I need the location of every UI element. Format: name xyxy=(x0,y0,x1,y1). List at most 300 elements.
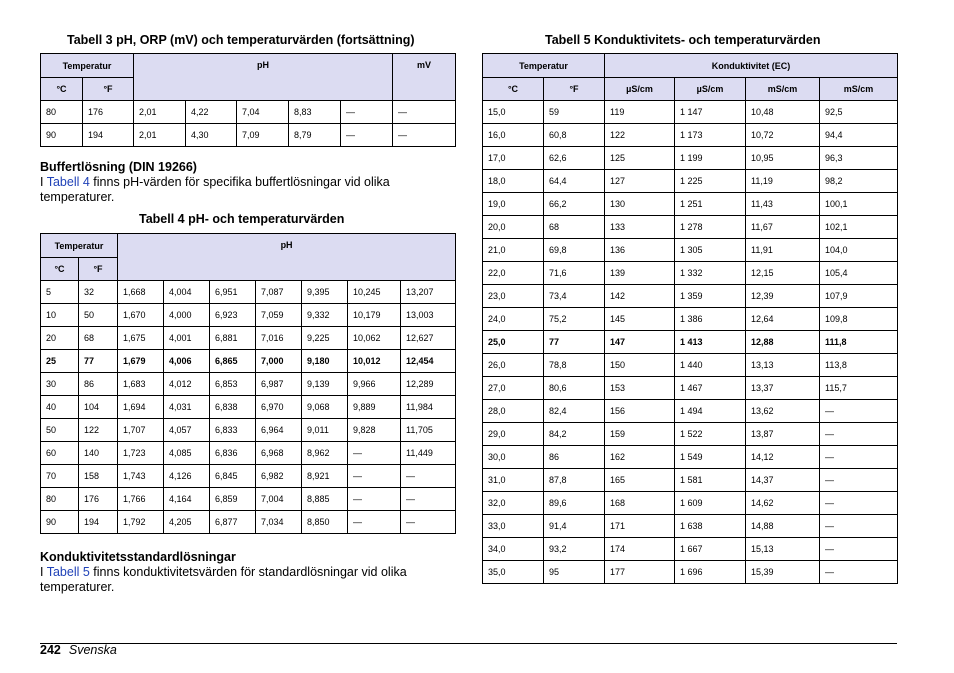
table5-cell: 11,91 xyxy=(746,239,820,262)
table4-cell: 9,332 xyxy=(302,304,348,327)
table4-cell: 11,984 xyxy=(401,396,456,419)
table5-cell: 98,2 xyxy=(820,170,898,193)
table5-cell: — xyxy=(820,446,898,469)
table5-cell: 1 251 xyxy=(675,193,746,216)
table4-cell: 40 xyxy=(41,396,79,419)
table5-cell: 27,0 xyxy=(483,377,544,400)
table5-cell: 119 xyxy=(605,101,675,124)
table5-cell: — xyxy=(820,538,898,561)
table4-cell: 6,833 xyxy=(210,419,256,442)
table5-cell: 156 xyxy=(605,400,675,423)
table5-cell: 82,4 xyxy=(544,400,605,423)
buffer-text-after: finns pH-värden för specifika buffertlösningar vid olika temperaturer. xyxy=(40,175,390,204)
table5-cell: 162 xyxy=(605,446,675,469)
table5-cell: 66,2 xyxy=(544,193,605,216)
table5-cell: 12,39 xyxy=(746,285,820,308)
table5-cell: 15,39 xyxy=(746,561,820,584)
table5-cell: 122 xyxy=(605,124,675,147)
table5-cell: 174 xyxy=(605,538,675,561)
table4-cell: 77 xyxy=(79,350,118,373)
table4-cell: 1,683 xyxy=(118,373,164,396)
table5-cell: 111,8 xyxy=(820,331,898,354)
table5-header-temperatur: Temperatur xyxy=(483,54,605,78)
table5-cell: 28,0 xyxy=(483,400,544,423)
table4-cell: 8,962 xyxy=(302,442,348,465)
table4-cell: 4,001 xyxy=(164,327,210,350)
table4-cell: 20 xyxy=(41,327,79,350)
table3-header-celsius: °C xyxy=(41,78,83,101)
table4-cell: 1,707 xyxy=(118,419,164,442)
table5-cell: 10,72 xyxy=(746,124,820,147)
table4-cell: 1,792 xyxy=(118,511,164,534)
table4-cell: 6,881 xyxy=(210,327,256,350)
table3-cell: 90 xyxy=(41,124,83,147)
table4-row xyxy=(41,327,456,350)
table5-cell: — xyxy=(820,492,898,515)
table4-cell: 30 xyxy=(41,373,79,396)
table5-cell: — xyxy=(820,515,898,538)
table5-cell: 11,43 xyxy=(746,193,820,216)
table4-cell: 8,885 xyxy=(302,488,348,511)
table5-cell: 10,48 xyxy=(746,101,820,124)
table5-cell: 12,15 xyxy=(746,262,820,285)
table5-cell: 150 xyxy=(605,354,675,377)
table3-header-temperatur: Temperatur xyxy=(41,54,134,78)
table5-cell: 1 173 xyxy=(675,124,746,147)
table5-cell: 113,8 xyxy=(820,354,898,377)
table5-cell: 1 638 xyxy=(675,515,746,538)
table4-cell: 70 xyxy=(41,465,79,488)
table5-row xyxy=(483,354,898,377)
table4-cell: 1,743 xyxy=(118,465,164,488)
table4-row xyxy=(41,419,456,442)
table4-cell: 13,003 xyxy=(401,304,456,327)
table4-cell: 7,087 xyxy=(256,281,302,304)
table4-cell: — xyxy=(348,488,401,511)
table3-cell: — xyxy=(393,124,456,147)
table5-cell: 109,8 xyxy=(820,308,898,331)
table5-cell: 34,0 xyxy=(483,538,544,561)
table5-row xyxy=(483,538,898,561)
table4-cell: 68 xyxy=(79,327,118,350)
table4-cell: 6,982 xyxy=(256,465,302,488)
table5-row xyxy=(483,331,898,354)
table4 xyxy=(40,233,456,534)
table5-cell: 95 xyxy=(544,561,605,584)
table5-cell: 14,37 xyxy=(746,469,820,492)
table4-cell: 6,865 xyxy=(210,350,256,373)
table5-cell: 12,88 xyxy=(746,331,820,354)
table4-cell: 7,016 xyxy=(256,327,302,350)
table4-cell: 9,225 xyxy=(302,327,348,350)
table4-cell: — xyxy=(401,511,456,534)
table4-cell: 4,012 xyxy=(164,373,210,396)
table4-cell: 12,454 xyxy=(401,350,456,373)
table4-cell: 8,921 xyxy=(302,465,348,488)
table4-cell: 6,970 xyxy=(256,396,302,419)
table5-row xyxy=(483,377,898,400)
table5-row xyxy=(483,239,898,262)
table5-row xyxy=(483,147,898,170)
table5-cell: 59 xyxy=(544,101,605,124)
table5-cell: 13,13 xyxy=(746,354,820,377)
table3-cell: 2,01 xyxy=(134,101,186,124)
table5-cell: 60,8 xyxy=(544,124,605,147)
table5-cell: 136 xyxy=(605,239,675,262)
table4-cell: 6,853 xyxy=(210,373,256,396)
table5-row xyxy=(483,124,898,147)
table5-cell: 86 xyxy=(544,446,605,469)
table5-cell: 78,8 xyxy=(544,354,605,377)
table5-cell: 11,19 xyxy=(746,170,820,193)
table5-cell: 1 225 xyxy=(675,170,746,193)
table5-cell: 1 332 xyxy=(675,262,746,285)
table4-cell: 50 xyxy=(79,304,118,327)
table4-cell: 7,034 xyxy=(256,511,302,534)
table3-cell: 2,01 xyxy=(134,124,186,147)
table4-cell: 4,004 xyxy=(164,281,210,304)
table4-row xyxy=(41,488,456,511)
table4-cell: 1,670 xyxy=(118,304,164,327)
table5-cell: 1 386 xyxy=(675,308,746,331)
table3-cell: 4,22 xyxy=(186,101,237,124)
table4-row xyxy=(41,304,456,327)
table4-cell: 6,836 xyxy=(210,442,256,465)
table5-cell: 17,0 xyxy=(483,147,544,170)
table5-header-celsius: °C xyxy=(483,78,544,101)
table5-cell: 13,87 xyxy=(746,423,820,446)
table4-header-temperatur: Temperatur xyxy=(41,234,118,258)
footer xyxy=(40,643,117,657)
table4-cell: 6,877 xyxy=(210,511,256,534)
table5-cell: 168 xyxy=(605,492,675,515)
table5-cell: 75,2 xyxy=(544,308,605,331)
table5-cell: 96,3 xyxy=(820,147,898,170)
table4-cell: 9,139 xyxy=(302,373,348,396)
table4-cell: 10,245 xyxy=(348,281,401,304)
table4-cell: — xyxy=(348,442,401,465)
table5-cell: 1 667 xyxy=(675,538,746,561)
table4-cell: 10,012 xyxy=(348,350,401,373)
table5-row xyxy=(483,469,898,492)
table5-row xyxy=(483,170,898,193)
table5-link[interactable]: Tabell 5 xyxy=(46,565,90,579)
table4-cell: 50 xyxy=(41,419,79,442)
table4-cell: 9,828 xyxy=(348,419,401,442)
table5-header-ms-2: mS/cm xyxy=(820,78,898,101)
footer-language: Svenska xyxy=(68,643,117,657)
table5-cell: 68 xyxy=(544,216,605,239)
table5-header-us-2: µS/cm xyxy=(675,78,746,101)
table4-cell: 1,723 xyxy=(118,442,164,465)
table5-cell: 92,5 xyxy=(820,101,898,124)
table5-row xyxy=(483,446,898,469)
table5-cell: 1 696 xyxy=(675,561,746,584)
table5-cell: 93,2 xyxy=(544,538,605,561)
table5-cell: 30,0 xyxy=(483,446,544,469)
table5-cell: 1 549 xyxy=(675,446,746,469)
table4-cell: 9,068 xyxy=(302,396,348,419)
table5-cell: 69,8 xyxy=(544,239,605,262)
table4-cell: 11,705 xyxy=(401,419,456,442)
table4-cell: 194 xyxy=(79,511,118,534)
table5-cell: 102,1 xyxy=(820,216,898,239)
table4-cell: 86 xyxy=(79,373,118,396)
table5-cell: 177 xyxy=(605,561,675,584)
table4-row xyxy=(41,373,456,396)
table4-cell: 4,057 xyxy=(164,419,210,442)
table5-cell: — xyxy=(820,400,898,423)
table4-header-celsius: °C xyxy=(41,258,79,281)
table4-cell: 7,059 xyxy=(256,304,302,327)
table5-cell: 14,12 xyxy=(746,446,820,469)
table5-cell: 33,0 xyxy=(483,515,544,538)
table5-cell: 159 xyxy=(605,423,675,446)
table3-cell: 8,83 xyxy=(289,101,341,124)
table4-cell: 9,395 xyxy=(302,281,348,304)
table5-caption: Tabell 5 Konduktivitets- och temperaturvärden xyxy=(545,33,821,47)
table4-cell: 176 xyxy=(79,488,118,511)
table5-row xyxy=(483,515,898,538)
table5-cell: 94,4 xyxy=(820,124,898,147)
table5-cell: 80,6 xyxy=(544,377,605,400)
table5-cell: 1 609 xyxy=(675,492,746,515)
table5-cell: 19,0 xyxy=(483,193,544,216)
table5-cell: — xyxy=(820,561,898,584)
table4-cell: 1,766 xyxy=(118,488,164,511)
table4-cell: — xyxy=(348,511,401,534)
table4-cell: 4,006 xyxy=(164,350,210,373)
table4-caption: Tabell 4 pH- och temperaturvärden xyxy=(139,212,345,226)
table5-cell: 133 xyxy=(605,216,675,239)
table3-cell: 8,79 xyxy=(289,124,341,147)
table5-cell: 104,0 xyxy=(820,239,898,262)
table4-cell: — xyxy=(348,465,401,488)
table4-cell: 7,000 xyxy=(256,350,302,373)
table5-row xyxy=(483,400,898,423)
conductivity-text-after: finns konduktivitetsvärden för standardlösningar vid olika temperaturer. xyxy=(40,565,407,594)
table5-cell: 147 xyxy=(605,331,675,354)
table5-cell: 29,0 xyxy=(483,423,544,446)
table5-cell: 1 522 xyxy=(675,423,746,446)
table3-cell: 7,09 xyxy=(237,124,289,147)
table3-cell: 7,04 xyxy=(237,101,289,124)
conductivity-text-before: I xyxy=(40,565,47,579)
table5 xyxy=(482,53,898,584)
table5-row xyxy=(483,101,898,124)
table5-cell: 25,0 xyxy=(483,331,544,354)
table3-cell: — xyxy=(341,124,393,147)
table4-row xyxy=(41,511,456,534)
table4-cell: 9,966 xyxy=(348,373,401,396)
table5-cell: 171 xyxy=(605,515,675,538)
table5-cell: 165 xyxy=(605,469,675,492)
table4-cell: 104 xyxy=(79,396,118,419)
table3-cell: — xyxy=(341,101,393,124)
table5-cell: 71,6 xyxy=(544,262,605,285)
table5-cell: 1 278 xyxy=(675,216,746,239)
buffer-text-before: I xyxy=(40,175,47,189)
table4-row xyxy=(41,281,456,304)
table5-cell: 22,0 xyxy=(483,262,544,285)
table5-cell: 1 359 xyxy=(675,285,746,308)
table5-cell: 1 581 xyxy=(675,469,746,492)
table4-cell: 13,207 xyxy=(401,281,456,304)
table5-row xyxy=(483,193,898,216)
table4-cell: 6,987 xyxy=(256,373,302,396)
table5-cell: 18,0 xyxy=(483,170,544,193)
table5-row xyxy=(483,285,898,308)
table4-cell: 4,205 xyxy=(164,511,210,534)
table4-cell: 140 xyxy=(79,442,118,465)
table3-cell: 176 xyxy=(83,101,134,124)
table5-cell: 15,13 xyxy=(746,538,820,561)
table4-cell: — xyxy=(401,488,456,511)
table5-cell: 26,0 xyxy=(483,354,544,377)
table3-cell: 80 xyxy=(41,101,83,124)
table4-cell: 1,675 xyxy=(118,327,164,350)
table3-row xyxy=(41,101,456,124)
table5-header-ms-1: mS/cm xyxy=(746,78,820,101)
table3-header-mv: mV xyxy=(393,54,456,101)
table4-cell: 4,164 xyxy=(164,488,210,511)
table5-header-us-1: µS/cm xyxy=(605,78,675,101)
table5-header-konduktivitet: Konduktivitet (EC) xyxy=(605,54,898,78)
table4-header-fahrenheit: °F xyxy=(79,258,118,281)
table4-cell: 10 xyxy=(41,304,79,327)
table4-cell: 6,923 xyxy=(210,304,256,327)
table5-cell: 24,0 xyxy=(483,308,544,331)
table5-cell: 62,6 xyxy=(544,147,605,170)
table5-cell: 14,88 xyxy=(746,515,820,538)
table5-cell: 100,1 xyxy=(820,193,898,216)
table5-cell: 91,4 xyxy=(544,515,605,538)
table4-row xyxy=(41,465,456,488)
table4-cell: 6,964 xyxy=(256,419,302,442)
table4-cell: 5 xyxy=(41,281,79,304)
table5-cell: 10,95 xyxy=(746,147,820,170)
table4-cell: 1,679 xyxy=(118,350,164,373)
table5-header-fahrenheit: °F xyxy=(544,78,605,101)
table5-cell: — xyxy=(820,469,898,492)
table5-cell: 16,0 xyxy=(483,124,544,147)
table4-cell: 4,126 xyxy=(164,465,210,488)
table4-cell: 25 xyxy=(41,350,79,373)
table3-header-ph: pH xyxy=(134,54,393,101)
table5-cell: 64,4 xyxy=(544,170,605,193)
table4-cell: 32 xyxy=(79,281,118,304)
table3 xyxy=(40,53,456,147)
table5-cell: 87,8 xyxy=(544,469,605,492)
table4-cell: 12,627 xyxy=(401,327,456,350)
table5-cell: 20,0 xyxy=(483,216,544,239)
conductivity-paragraph xyxy=(40,565,460,595)
table4-link[interactable]: Tabell 4 xyxy=(46,175,90,189)
table5-cell: 145 xyxy=(605,308,675,331)
table5-cell: 1 305 xyxy=(675,239,746,262)
table5-row xyxy=(483,308,898,331)
table3-cell: — xyxy=(393,101,456,124)
table4-cell: 60 xyxy=(41,442,79,465)
table5-cell: 1 199 xyxy=(675,147,746,170)
table5-cell: 105,4 xyxy=(820,262,898,285)
table5-row xyxy=(483,262,898,285)
table4-cell: 4,085 xyxy=(164,442,210,465)
table4-cell: 158 xyxy=(79,465,118,488)
table5-cell: 84,2 xyxy=(544,423,605,446)
table3-header-fahrenheit: °F xyxy=(83,78,134,101)
table4-header-ph: pH xyxy=(118,234,456,281)
table4-cell: 4,031 xyxy=(164,396,210,419)
table4-cell: 10,062 xyxy=(348,327,401,350)
table5-cell: 130 xyxy=(605,193,675,216)
table5-cell: 31,0 xyxy=(483,469,544,492)
table5-cell: 153 xyxy=(605,377,675,400)
table5-cell: 73,4 xyxy=(544,285,605,308)
table5-row xyxy=(483,423,898,446)
table4-row xyxy=(41,396,456,419)
table4-cell: 9,889 xyxy=(348,396,401,419)
table5-cell: 125 xyxy=(605,147,675,170)
table5-cell: 77 xyxy=(544,331,605,354)
table5-cell: 14,62 xyxy=(746,492,820,515)
table4-cell: 11,449 xyxy=(401,442,456,465)
buffer-paragraph xyxy=(40,175,460,205)
table5-cell: 107,9 xyxy=(820,285,898,308)
page-number: 242 xyxy=(40,643,61,657)
table4-cell: 6,845 xyxy=(210,465,256,488)
table5-cell: 89,6 xyxy=(544,492,605,515)
table4-cell: 12,289 xyxy=(401,373,456,396)
table5-cell: 1 440 xyxy=(675,354,746,377)
table5-cell: 13,37 xyxy=(746,377,820,400)
table4-cell: 9,011 xyxy=(302,419,348,442)
table5-row xyxy=(483,561,898,584)
table4-cell: 80 xyxy=(41,488,79,511)
table4-cell: 1,694 xyxy=(118,396,164,419)
table4-cell: 90 xyxy=(41,511,79,534)
table4-cell: 8,850 xyxy=(302,511,348,534)
table4-row xyxy=(41,442,456,465)
table5-cell: 1 147 xyxy=(675,101,746,124)
table5-row xyxy=(483,216,898,239)
table4-cell: 6,859 xyxy=(210,488,256,511)
table4-cell: 6,968 xyxy=(256,442,302,465)
table5-row xyxy=(483,492,898,515)
buffer-heading: Buffertlösning (DIN 19266) xyxy=(40,160,197,174)
table4-cell: 6,951 xyxy=(210,281,256,304)
conductivity-heading: Konduktivitetsstandardlösningar xyxy=(40,550,236,564)
table3-cell: 4,30 xyxy=(186,124,237,147)
table5-cell: 23,0 xyxy=(483,285,544,308)
table4-cell: 6,838 xyxy=(210,396,256,419)
table3-caption: Tabell 3 pH, ORP (mV) och temperaturvärden (fortsättning) xyxy=(67,33,415,47)
table5-cell: 1 467 xyxy=(675,377,746,400)
table3-cell: 194 xyxy=(83,124,134,147)
table5-cell: 142 xyxy=(605,285,675,308)
table5-cell: 1 494 xyxy=(675,400,746,423)
table5-cell: 35,0 xyxy=(483,561,544,584)
table4-cell: 10,179 xyxy=(348,304,401,327)
table4-row xyxy=(41,350,456,373)
table5-cell: 12,64 xyxy=(746,308,820,331)
footer-rule xyxy=(40,643,897,644)
table5-cell: 15,0 xyxy=(483,101,544,124)
table4-cell: 4,000 xyxy=(164,304,210,327)
table4-cell: 1,668 xyxy=(118,281,164,304)
table5-cell: — xyxy=(820,423,898,446)
table5-cell: 32,0 xyxy=(483,492,544,515)
